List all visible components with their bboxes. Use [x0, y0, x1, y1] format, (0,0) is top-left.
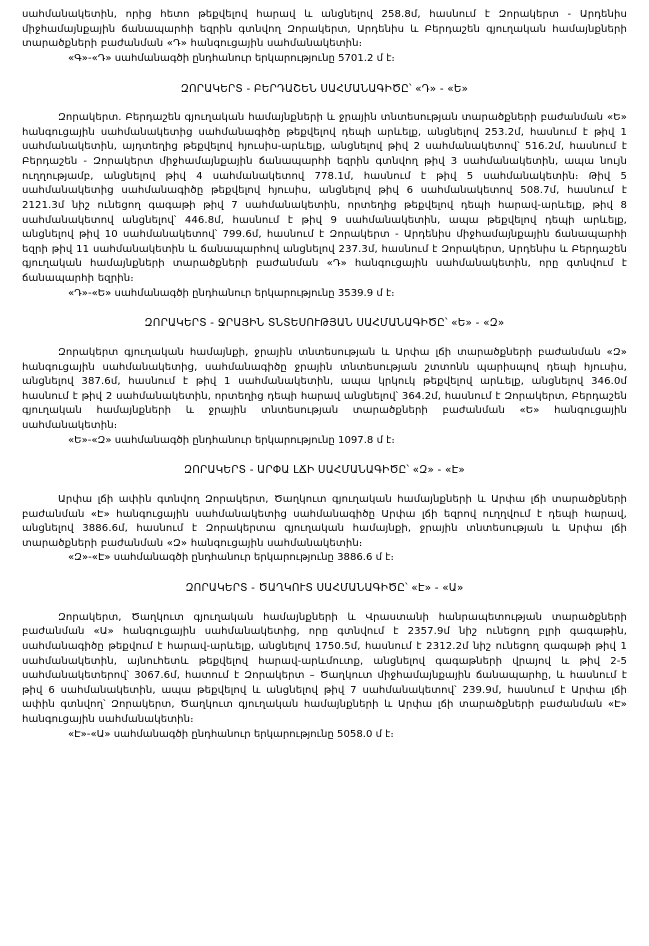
spacer [22, 478, 627, 493]
paragraph-e-z: Զորակերտ գյուղական համայնքի, ջրային տնտեսության և Արփա լճի տարածքների բաժանման «Զ» հանգուցային սահմանակետից, սահմանագիծը ջրային տնտեսության շտտոնն պարիսպով դեպի հյուսիս, անցնելով 387.6մ, հասնում է թիվ 1 սահմանակետին, ապա կրկուկ թեքվելով արևելք, անցնելով 346.0մ հասնում է թիվ 2 սահմանակետին, որտեղից դեպի հարավ անցնելով՝ 364.2մ, հասնում է Զորակերտ, Բերդաշեն գյուղական համայնքների և ջրային տնտեսության տարածքների բաժանման «Ե» հանգուցային սահմանակետին։ [22, 346, 627, 431]
boundary-length-e-z: «Ե»-«Զ» սահմանագծի ընդհանուր երկարությունը 1097.8 մ է։ [68, 434, 395, 446]
paragraph-d-e: Զորակերտ. Բերդաշեն գյուղական համայնքների և ջրային տնտեսության տարածքների բաժանման «Ե» հանգուցային սահմանակետից սահմանագիծը թեքվելով դեպի արևելք, անցնելով 253.2մ, հասնում է թիվ 1 սահմանակետին, այդտեղից թեքվելով հյուսիս-արևելք, անցնելով թիվ 2 սահմանակետով՝ 516.2մ, հասնում է Բերդաշեն - Զորակերտ միջհամայնքային ճանապարհի եզրին գտնվող թիվ 3 սահմանակետին, ապա նույն ուղղությամբ, անցնելով թիվ 4 սահմանակետով 778.1մ, հասնում է թիվ 5 սահմանակետին։ Թիվ 5 սահմանակետից սահմանագիծը թեքվելով հյուսիս, անցնելով թիվ 6 սահմանակետով 508.7մ, հասնում է 2121.3մ նիշ ունեցող գագաթի թիվ 7 սահմանակետին, որտեղից թեքվելով դեպի հարավ-արևելք, թիվ 8 սահմանակետով անցնելով՝ 446.8մ, հասնում է թիվ 9 սահմանակետին, ապա թեքվելով դեպի արևելք, անցնելով թիվ 10 սահմանակետով՝ 799.6մ, հասնում է Զորակերտ - Արդենիս միջհամայնքային ճանապարհի եզրի թիվ 11 սահմանակետին և ճանապարհով անցնելով 237.3մ, հասնում է Զորակերտ, Արդենիս և Բերդաշեն գյուղական համայնքների տարածքների բաժանման «Դ» հանգուցային սահմանակետին, որը գտնվում է ճանապարհի եզրին։ [22, 112, 627, 284]
spacer [22, 96, 627, 111]
paragraph-ye-a: Զորակերտ, Ծաղկուտ գյուղական համայնքների և Վրաստանի հանրապետության տարածքների բաժանման «Ա» հանգուցային սահմանակետից, որը գտնվում է 2357.9մ նիշ ունեցող բլրի գագաթին, սահմանագիծը թեքվում է հարավ-արևելք, անցնելով 1750.5մ, հասնում է 2312.2մ նիշ ունեցող գագաթի թիվ 1 սահմանակետին, այնուհետև թեքվելով հարավ-արևմուտք, անցնելով գագաթների վրայով և թիվ 2-5 սահմանակետերով՝ 3067.6մ, հատում է Զորակերտ – Ծաղկուտ միջհամայնքային ճանապարհը, և հասնում է թիվ 6 սահմանակետին, ապա թեքվելով և անցնելով թիվ 7 սահմանակետով՝ 239.9մ, հասնում է Արփա լճի ափին գտնվող՝ Զորակերտ, Ծաղկուտ գյուղական համայնքների և Արփա լճի տարածքների բաժանման «Է» հանգուցային սահմանակետին։ [22, 611, 627, 725]
spacer [22, 331, 627, 346]
paragraph-z-ye: Արփա լճի ափին գտնվող Զորակերտ, Ծաղկուտ գյուղական համայնքների և Արփա լճի տարածքների բաժանման «Է» հանգուցային սահմանակետից սահմանագիծը Արփա լճի եզրով ուղղվում է դեպի հարավ, անցնելով 3886.6մ, հասնում է Զորակերտա գյուղական համայնքի, ջրային տնտեսության և Արփա լճի տարածքների բաժանման «Զ» հանգուցային սահմանակետին։ [22, 493, 627, 549]
spacer [22, 566, 627, 581]
boundary-length-g-d: «Գ»-«Դ» սահմանագծի ընդհանուր երկարությունը 5701.2 մ է։ [68, 52, 395, 64]
spacer [22, 596, 627, 611]
boundary-length-d-e: «Դ»-«Ե» սահմանագծի ընդհանուր երկարությունը 3539.9 մ է։ [68, 287, 395, 299]
spacer [22, 301, 627, 316]
section-heading-e-z: ԶՈՐԱԿԵՐՏ - ՋՐԱՅԻՆ ՏՆՏԵՍՈՒԹՅԱՆ ՍԱՀՄԱՆԱԳԻԾԸ՝ «Ե» - «Զ» [144, 317, 505, 330]
boundary-length-z-ye: «Զ»-«Է» սահմանագծի ընդհանուր երկարությունը 3886.6 մ է։ [68, 552, 394, 564]
section-heading-d-e: ԶՈՐԱԿԵՐՏ - ԲԵՐԴԱՇԵՆ ՍԱՀՄԱՆԱԳԻԾԸ՝ «Դ» - «Ե» [180, 82, 469, 95]
section-heading-ye-a: ԶՈՐԱԿԵՐՏ - ԾԱՂԿՈՒՏ ՍԱՀՄԱՆԱԳԻԾԸ՝ «Է» - «Ա» [185, 582, 464, 594]
section-heading-z-ye: ԶՈՐԱԿԵՐՏ - ԱՐՓԱ ԼՃԻ ՍԱՀՄԱՆԱԳԻԾԸ՝ «Զ» - «Է» [183, 464, 466, 477]
paragraph-continued-top: սահմանակետին, որից հետո թեքվելով հարավ և անցնելով 258.8մ, հասնում է Զորակերտ - Արդենիս միջհամայնքային ճանապարհի եզրին գտնվող Զորակերտ, Արդենիս և Բերդաշեն գյուղական համայնքների տարածքների բաժանման «Դ» հանգուցային սահմանակետին։ [22, 9, 627, 50]
spacer [22, 67, 627, 82]
spacer [22, 448, 627, 463]
boundary-length-ye-a: «Է»-«Ա» սահմանագծի ընդհանուր երկարությունը 5058.0 մ է։ [68, 728, 394, 740]
